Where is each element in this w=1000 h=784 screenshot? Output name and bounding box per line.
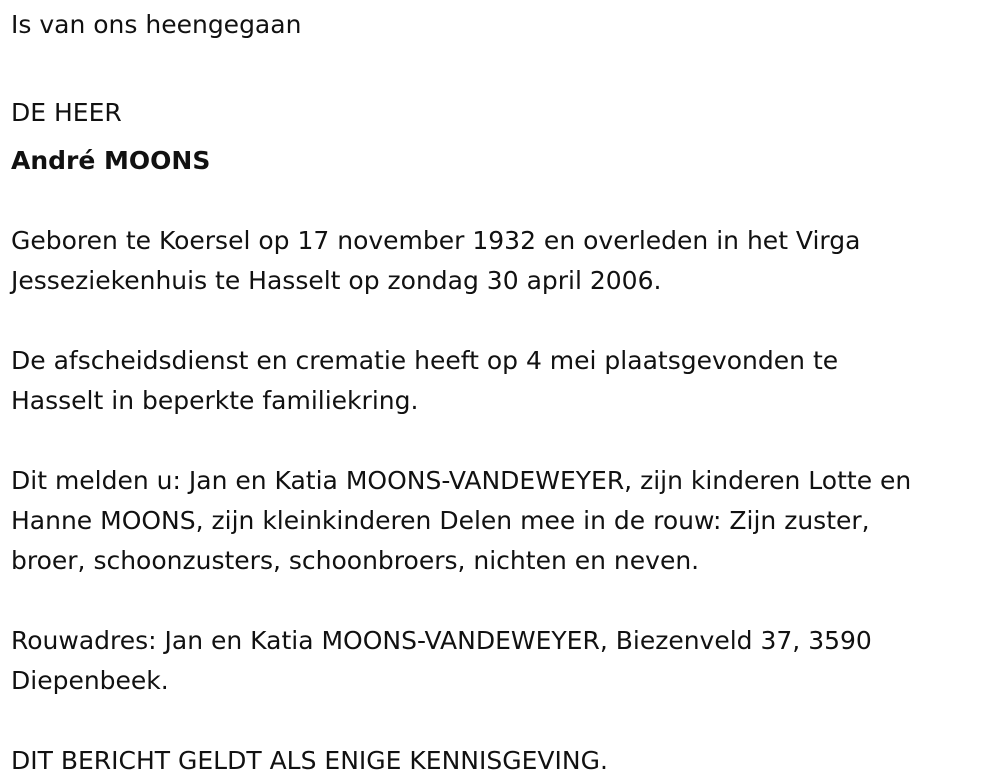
birth-death-paragraph [11,221,986,301]
spacer [11,301,986,341]
closing-statement: DIT BERICHT GELDT ALS ENIGE KENNISGEVING. [11,746,608,775]
honorific-title: DE HEER [11,98,122,127]
service-paragraph [11,341,986,421]
paragraph-line: Hasselt in beperkte familiekring. [11,386,419,415]
paragraph-line: Hanne MOONS, zijn kleinkinderen Delen mee in de rouw: Zijn zuster, [11,506,870,535]
paragraph-line: Diepenbeek. [11,666,169,695]
paragraph-line: Geboren te Koersel op 17 november 1932 en overleden in het Virga [11,226,861,255]
death-notice [11,5,986,781]
paragraph-line: Rouwadres: Jan en Katia MOONS-VANDEWEYER, Biezenveld 37, 3590 [11,626,872,655]
spacer [11,581,986,621]
announcers-paragraph [11,461,986,581]
paragraph-line: broer, schoonzusters, schoonbroers, nichten en neven. [11,546,700,575]
spacer [11,421,986,461]
address-paragraph [11,621,986,701]
spacer [11,45,986,85]
spacer [11,181,986,221]
spacer [11,701,986,741]
paragraph-line: Dit melden u: Jan en Katia MOONS-VANDEWEYER, zijn kinderen Lotte en [11,466,912,495]
paragraph-line: De afscheidsdienst en crematie heeft op 4 mei plaatsgevonden te [11,346,839,375]
intro-text: Is van ons heengegaan [11,10,302,39]
deceased-name: André MOONS [11,146,211,175]
paragraph-line: Jesseziekenhuis te Hasselt op zondag 30 april 2006. [11,266,662,295]
